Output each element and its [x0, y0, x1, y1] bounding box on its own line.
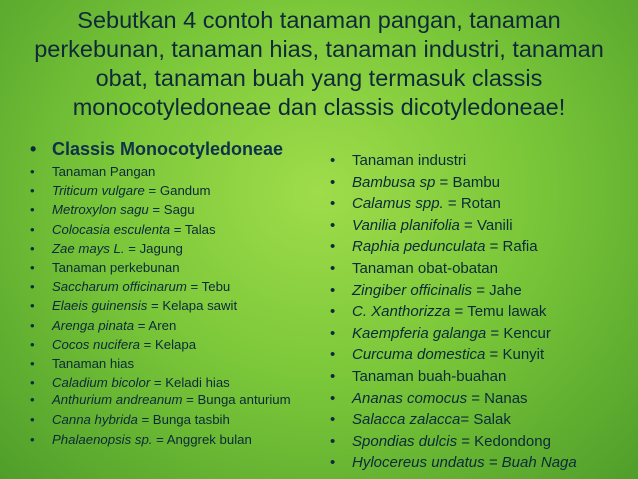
list-item [22, 410, 312, 429]
common-name: = Tebu [186, 279, 231, 295]
common-name: = Keladi hias [150, 375, 230, 391]
list-item [22, 335, 312, 354]
common-name: = Kelapa [139, 336, 197, 352]
common-name: = Jahe [472, 281, 522, 299]
scientific-name: Anthurium andreanum [52, 392, 183, 408]
scientific-name: Curcuma domestica [352, 346, 486, 364]
common-name: = Salak [460, 411, 511, 429]
list-item [322, 431, 622, 453]
list-item [322, 150, 622, 172]
title-line: obat, tanaman buah yang termasuk classis [95, 65, 543, 91]
common-name: = Rafia [485, 238, 538, 256]
title-line: perkebunan, tanaman hias, tanaman industri, tanaman [34, 36, 604, 62]
list-item [322, 409, 622, 431]
list-item [22, 430, 312, 449]
scientific-name: Saccharum officinarum [52, 279, 187, 295]
list-item [22, 296, 312, 315]
scientific-name: Colocasia esculenta [52, 221, 171, 237]
common-name: = Anggrek bulan [152, 431, 252, 447]
common-name: = Bunga tasbih [137, 412, 230, 428]
list-item [22, 354, 312, 373]
list-heading: • Classis Monocotyledoneae [22, 136, 312, 162]
scientific-name: Elaeis guinensis [52, 298, 148, 314]
scientific-name: Calamus spp. [352, 195, 444, 213]
common-name: = Aren [134, 317, 177, 333]
list-item [22, 162, 312, 181]
common-name: = Rotan [443, 195, 501, 213]
list-item [22, 258, 312, 277]
list-item [22, 220, 312, 239]
list-item [322, 323, 622, 345]
scientific-name: Spondias dulcis [352, 432, 458, 450]
scientific-name: Bambusa sp [352, 173, 436, 191]
common-name: = Nanas [467, 389, 528, 407]
common-name: Tanaman hias [52, 356, 135, 372]
common-name: Tanaman buah-buahan [352, 367, 507, 385]
scientific-name: Salacca zalacca [352, 411, 461, 429]
list-item [322, 452, 622, 474]
scientific-name: Canna hybrida [52, 412, 138, 428]
list-item [322, 193, 622, 215]
common-name: Tanaman perkebunan [52, 260, 180, 276]
title-line: monocotyledoneae dan classis dicotyledoneae! [72, 94, 566, 120]
common-name: = Kunyit [485, 346, 545, 364]
scientific-name: Triticum vulgare [52, 183, 145, 199]
list-item [22, 392, 312, 410]
list-item [322, 215, 622, 237]
list-item [322, 258, 622, 280]
scientific-name: Vanilia planifolia [352, 216, 460, 234]
list-item [22, 277, 312, 296]
scientific-name: Caladium bicolor [52, 375, 151, 391]
list-item [322, 344, 622, 366]
list-item [322, 236, 622, 258]
common-name: Tanaman industri [352, 152, 467, 169]
list-item [322, 172, 622, 194]
scientific-name: Phalaenopsis sp. [52, 431, 153, 447]
list-item [322, 366, 622, 388]
dicot-list [322, 150, 622, 474]
scientific-name: Cocos nucifera [52, 336, 140, 352]
scientific-name: Hylocereus undatus = Buah Naga [352, 454, 577, 472]
scientific-name: Raphia pedunculata [352, 238, 486, 256]
list-item [322, 301, 622, 323]
common-name: = Vanili [459, 216, 513, 234]
scientific-name: Zae mays L. [52, 240, 125, 256]
scientific-name: Kaempferia galanga [352, 324, 487, 342]
title-line: Sebutkan 4 contoh tanaman pangan, tanaman [77, 7, 561, 33]
scientific-name: Arenga pinata [52, 317, 135, 333]
monocot-list [22, 136, 312, 449]
slide-title [20, 6, 618, 122]
list-item [22, 239, 312, 258]
common-name: = Jagung [124, 240, 183, 256]
common-name: = Kelapa sawit [147, 298, 238, 314]
scientific-name: Metroxylon sagu [52, 202, 149, 218]
common-name: = Kencur [486, 324, 551, 342]
scientific-name: Ananas comocus [352, 389, 468, 407]
list-item [322, 280, 622, 302]
list-item [22, 316, 312, 335]
common-name: = Bunga anturium [182, 392, 291, 408]
common-name: = Bambu [435, 173, 501, 191]
list-item [322, 388, 622, 410]
common-name: = Sagu [148, 202, 195, 218]
common-name: = Talas [170, 221, 216, 237]
scientific-name: C. Xanthorizza [352, 303, 451, 321]
common-name: = Temu lawak [450, 303, 547, 321]
scientific-name: Zingiber officinalis [352, 281, 473, 299]
list-item [22, 181, 312, 200]
common-name: Tanaman Pangan [52, 164, 156, 179]
common-name: = Kedondong [457, 432, 551, 450]
common-name: = Gandum [144, 183, 211, 199]
list-item [22, 200, 312, 219]
list-item [22, 373, 312, 392]
common-name: Tanaman obat-obatan [352, 259, 498, 277]
